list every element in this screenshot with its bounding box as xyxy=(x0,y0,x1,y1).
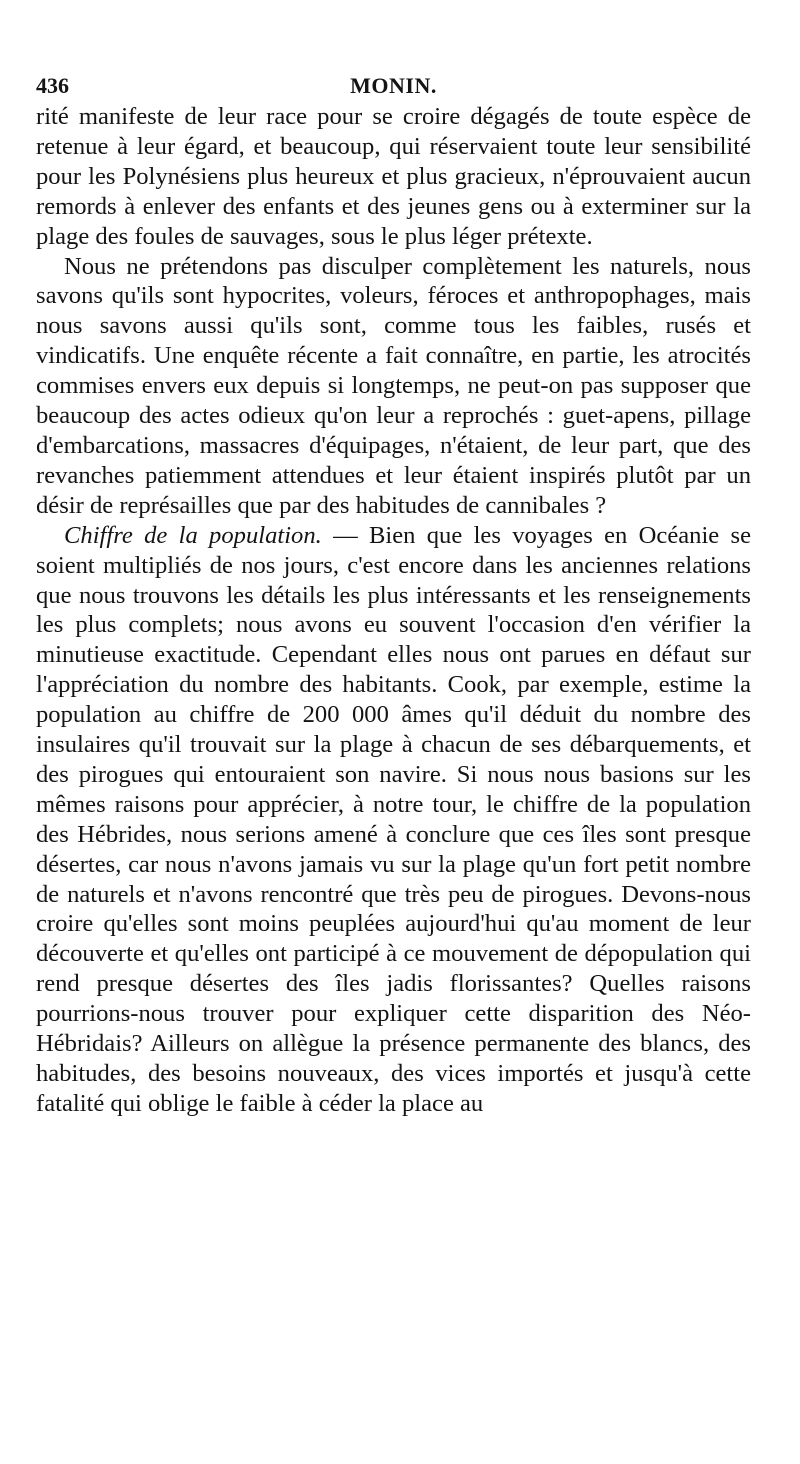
section-title: Chiffre de la population. xyxy=(64,521,322,549)
running-title: MONIN. xyxy=(350,73,437,98)
paragraph-naturels xyxy=(36,252,751,521)
page-number: 436 xyxy=(36,73,69,98)
paragraph-continued xyxy=(36,102,751,252)
body-text xyxy=(36,102,751,1119)
paragraph-population xyxy=(36,521,751,1119)
running-head xyxy=(36,70,751,102)
paragraph-text: rité manifeste de leur race pour se croire dégagés de toute espèce de retenue à leur égard, et beaucoup, qui réservaient toute leur sensibilité pour les Polynésiens plus heureux et plus gracieux, n'éprouvaient aucun remords à enlever des enfants et des jeunes gens ou à exterminer sur la plage des foules de sauvages, sous le plus léger prétexte. xyxy=(36,103,751,250)
paragraph-text: Nous ne prétendons pas disculper complètement les naturels, nous savons qu'ils sont hypocrites, voleurs, féroces et anthropophages, mais nous savons aussi qu'ils sont, comme tous les faibles, rusés et vindicatifs. Une enquête récente a fait connaître, en partie, les atrocités commises envers eux depuis si longtemps, ne peut-on pas supposer que beaucoup des actes odieux qu'on leur a reprochés : guet-apens, pillage d'embarcations, massacres d'équipages, n'étaient, de leur part, que des revanches patiemment attendues et leur étaient inspirés plutôt par un désir de représailles que par des habitudes de cannibales ? xyxy=(36,252,751,519)
book-page xyxy=(36,70,751,1119)
paragraph-text: — Bien que les voyages en Océanie se soient multipliés de nos jours, c'est encore dans les anciennes relations que nous trouvons les détails les plus intéressants et les renseignements les plus complets; nous avons eu souvent l'occasion d'en vérifier la minutieuse exactitude. Cependant elles nous ont parues en défaut sur l'appréciation du nombre des habitants. Cook, par exemple, estime la population au chiffre de 200 000 âmes qu'il déduit du nombre des insulaires qu'il trouvait sur la plage à chacun de ses débarquements, et des pirogues qui entouraient son navire. Si nous nous basions sur les mêmes raisons pour apprécier, à notre tour, le chiffre de la population des Hébrides, nous serions amené à conclure que ces îles sont presque désertes, car nous n'avons jamais vu sur la plage qu'un fort petit nombre de naturels et n'avons rencontré que très peu de pirogues. Devons-nous croire qu'elles sont moins peuplées aujourd'hui qu'au moment de leur découverte et qu'elles ont participé à ce mouvement de dépopulation qui rend presque désertes des îles jadis florissantes? Quelles raisons pourrions-nous trouver pour expliquer cette disparition des Néo-Hébridais? Ailleurs on allègue la présence permanente des blancs, des habitudes, des besoins nouveaux, des vices importés et jusqu'à cette fatalité qui oblige le faible à céder la place au xyxy=(36,521,751,1117)
